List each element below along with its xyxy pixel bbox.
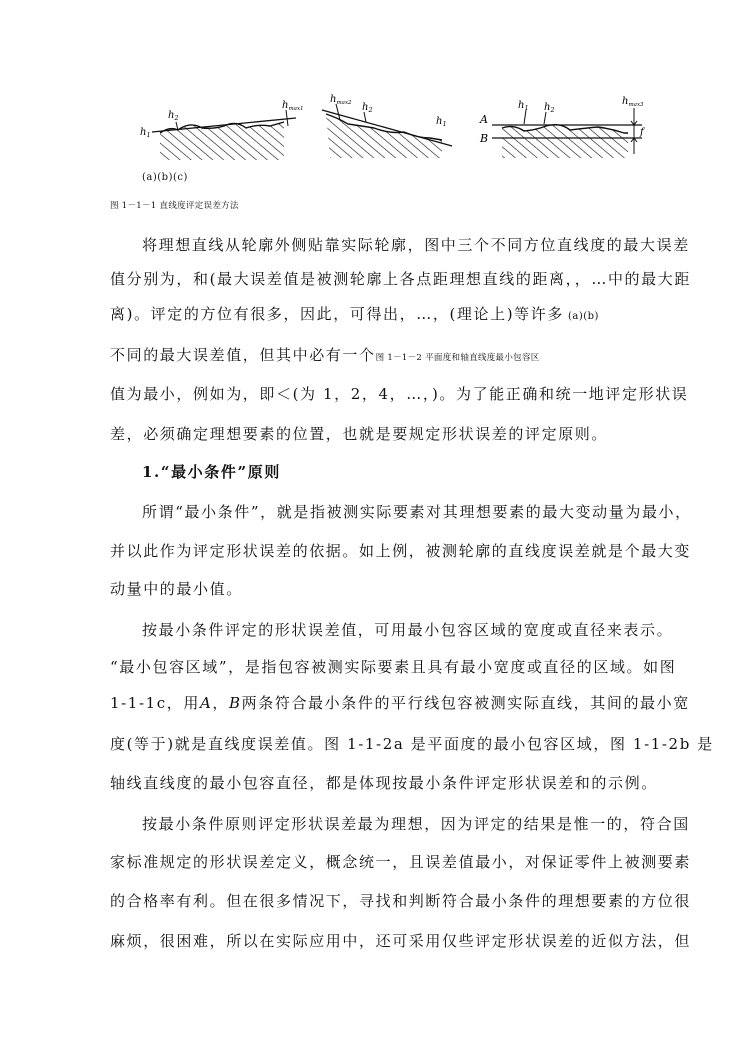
label-c-h2: $h_2$	[544, 102, 555, 114]
paragraph-1-line-6: 差，必须确定理想要素的位置，也就是要规定形状误差的评定原则。	[110, 425, 609, 443]
figure-caption: 图 1－1－1 直线度评定误差方法	[110, 201, 239, 211]
paragraph-4-line-1: 按最小条件原则评定形状误差最为理想，因为评定的结果是惟一的，符合国	[142, 815, 690, 833]
panel-c	[479, 96, 646, 158]
label-b-h1: $h_1$	[436, 116, 447, 128]
label-a-hmax: $h_{max1}$	[282, 100, 304, 112]
label-b-h2: $h_2$	[362, 102, 373, 114]
label-c-h1: $h_1$	[518, 100, 529, 112]
paragraph-3-line-4: 度(等于)就是直线度误差值。图 1-1-2a 是平面度的最小包容区域，图 1-1-2b 是	[110, 735, 714, 753]
label-a-h2: $h_2$	[168, 110, 179, 122]
paragraph-1-line-5: 值为最小，例如为，即＜(为 1，2，4，…，)。为了能正确和统一地评定形状误	[110, 385, 689, 403]
paragraph-3-line-2: “最小包容区域”，是指包容被测实际要素且具有最小宽度或直径的区域。如图	[110, 658, 677, 676]
paragraph-2-line-3: 动量中的最小值。	[110, 580, 243, 598]
paragraph-3-line-5: 轴线直线度的最小包容直径，都是体现按最小条件评定形状误差和的示例。	[110, 774, 658, 792]
paragraph-3-line-1: 按最小条件评定的形状误差值，可用最小包容区域的宽度或直径来表示。	[142, 621, 674, 639]
panel-b	[322, 94, 452, 158]
paragraph-1-line-1: 将理想直线从轮廓外侧贴靠实际轮廓，图中三个不同方位直线度的最大误差	[142, 236, 690, 254]
paragraph-1-line-4: 不同的最大误差值，但其中必有一个图 1－1－2 平面度和轴直线度最小包容区	[110, 346, 540, 364]
section-heading: 1.“最小条件”原则	[142, 463, 281, 481]
paragraph-4-line-4: 麻烦，很困难，所以在实际应用中，还可采用仅些评定形状误差的近似方法，但	[110, 932, 692, 950]
paragraph-4-line-3: 的合格率有利。但在很多情况下，寻找和判断符合最小条件的理想要素的方位很	[110, 892, 692, 910]
label-b-hmax: $h_{max2}$	[330, 94, 352, 106]
label-c-hmax: $h_{max3}$	[622, 96, 644, 108]
label-c-f: f	[640, 127, 644, 138]
panel-a	[140, 100, 304, 160]
panel-labels: (a)(b)(c)	[142, 172, 188, 183]
straightness-figure	[0, 0, 744, 200]
paragraph-2-line-2: 并以此作为评定形状误差的依据。如上例，被测轮廓的直线度误差就是个最大变	[110, 542, 692, 560]
label-c-B: B	[480, 132, 489, 145]
label-c-A: A	[480, 113, 488, 126]
paragraph-1-line-2: 值分别为，和(最大误差值是被测轮廓上各点距理想直线的距离，，…中的最大距	[110, 270, 691, 288]
paragraph-2-line-1: 所谓“最小条件”，就是指被测实际要素对其理想要素的最大变动量为最小，	[142, 503, 692, 521]
paragraph-1-line-3: 离)。评定的方位有很多，因此，可得出，…，(理论上)等许多 (a)(b)	[110, 305, 599, 323]
paragraph-3-line-3: 1-1-1c，用A，B两条符合最小条件的平行线包容被测实际直线，其间的最小宽	[110, 694, 690, 712]
paragraph-4-line-2: 家标准规定的形状误差定义，概念统一，且误差值最小，对保证零件上被测要素	[110, 853, 692, 871]
label-a-h1: $h_1$	[140, 127, 151, 139]
